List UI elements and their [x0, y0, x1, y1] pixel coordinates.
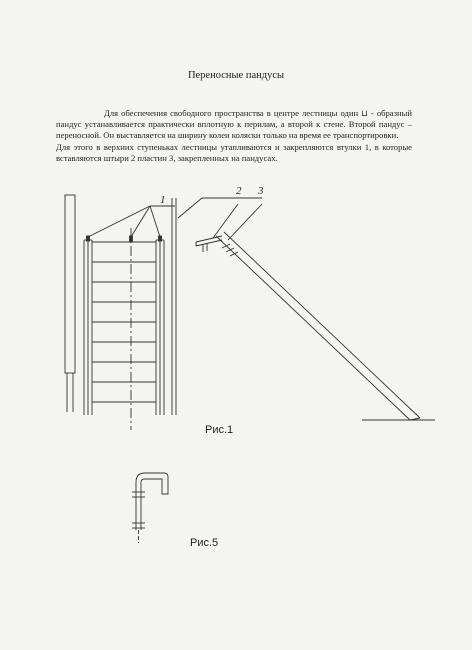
label-1: 1: [160, 194, 166, 206]
page-title: Переносные пандусы: [187, 70, 285, 81]
ramp-section-drawing: [178, 198, 435, 420]
pin-detail-drawing: [132, 473, 168, 543]
figure-1-caption: Рис.1: [205, 424, 234, 436]
paragraph-1: Для обеспечения свободного пространства в центре лестницы один ⊔ - образный пандус устанавливается практически вплотную к перилам, а второй к стене. Второй пандус – переносной. Он выставляется на ширину колеи коляски только на время ее транспортировки.: [56, 108, 412, 141]
label-3: 3: [258, 185, 264, 197]
paragraph-2: Для этого в верхних ступеньках лестницы утапливаются и закрепляются втулки 1, в которые вставляются штыри 2 пластин 3, закрепленных на пандусах.: [56, 141, 412, 163]
wall-post: [65, 195, 75, 373]
stair-plan-drawing: [65, 195, 176, 430]
label-2: 2: [236, 185, 242, 197]
figure-5-caption: Рис.5: [190, 537, 219, 549]
